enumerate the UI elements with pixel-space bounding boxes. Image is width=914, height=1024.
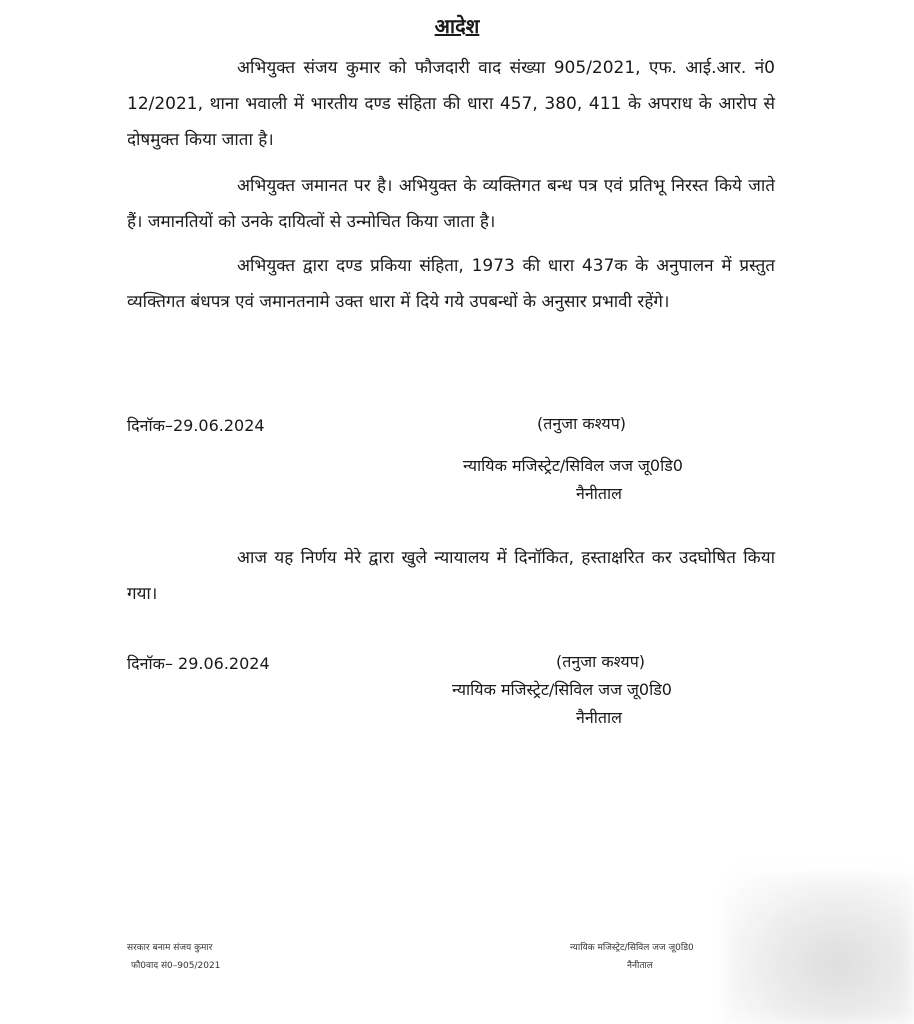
paragraph-bail: अभियुक्त जमानत पर है। अभियुक्त के व्यक्तिगत बन्ध पत्र एवं प्रतिभू निरस्त किये जाते हैं। जमानतियों को उनके दायित्वों से उन्मोचित किया जाता है। (127, 176, 775, 232)
signature2-place: नैनीताल (576, 708, 623, 727)
footer-designation: न्यायिक मजिस्ट्रेट/सिविल जज जू0डि0 (570, 943, 694, 953)
footer-place: नैनीताल (627, 961, 653, 971)
signature2-designation: न्यायिक मजिस्ट्रेट/सिविल जज जू0डि0 (452, 680, 672, 699)
signature1-designation: न्यायिक मजिस्ट्रेट/सिविल जज जू0डि0 (463, 456, 683, 475)
footer-case-title: सरकार बनाम संजय कुमार (127, 943, 213, 953)
signature1-date: दिनॉक–29.06.2024 (127, 416, 265, 435)
signature2-name: (तनुजा कश्यप) (556, 652, 646, 671)
signature2-date: दिनॉक– 29.06.2024 (127, 654, 270, 673)
signature1-name: (तनुजा कश्यप) (537, 414, 627, 433)
paragraph-bond: अभियुक्त द्वारा दण्ड प्रकिया संहिता, 1973 की धारा 437क के अनुपालन में प्रस्तुत व्यक्तिगत बंधपत्र एवं जमानतनामे उक्त धारा में दिये गये उपबन्धों के अनुसार प्रभावी रहेंगे। (127, 256, 775, 312)
paragraph-acquittal: अभियुक्त संजय कुमार को फौजदारी वाद संख्या 905/2021, एफ. आई.आर. नं0 12/2021, थाना भवाली में भारतीय दण्ड संहिता की धारा 457, 380, 411 के अपराध के आरोप से दोषमुक्त किया जाता है। (127, 58, 775, 150)
footer-case-number: फौ0वाद सं0–905/2021 (131, 961, 221, 971)
document-title: आदेश (434, 14, 480, 38)
scan-blur-artifact (724, 874, 914, 1024)
paragraph-pronouncement: आज यह निर्णय मेरे द्वारा खुले न्यायालय में दिनॉकित, हस्ताक्षरित कर उदघोषित किया गया। (127, 548, 775, 604)
signature1-place: नैनीताल (576, 484, 623, 503)
